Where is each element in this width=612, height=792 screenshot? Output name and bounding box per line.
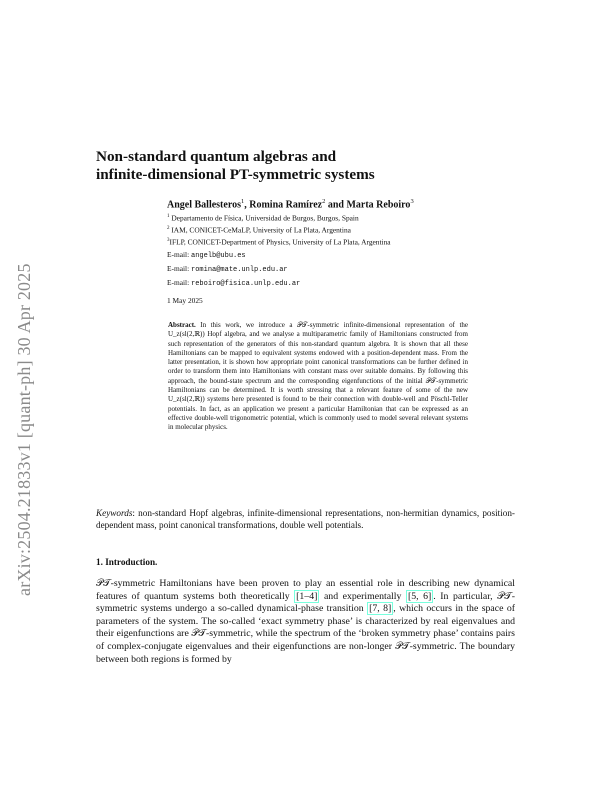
affiliation-mark: 2 bbox=[167, 226, 170, 232]
affiliation-item bbox=[167, 236, 487, 248]
affiliation-mark: 3 bbox=[167, 238, 170, 244]
section-heading: 1. Introduction. bbox=[96, 557, 158, 567]
title-line-2: infinite-dimensional PT-symmetric systems bbox=[96, 166, 375, 183]
email-label: E-mail: bbox=[167, 264, 192, 273]
author-name: Marta Reboiro bbox=[346, 199, 411, 211]
author-affil-mark: 1 bbox=[240, 198, 245, 205]
email-label: E-mail: bbox=[167, 278, 192, 287]
affiliation-mark: 1 bbox=[167, 214, 170, 219]
paragraph-text: . In particular, 𝒫𝒯-symmetric systems undergo a so-called dynamical-phase transition bbox=[96, 590, 515, 615]
author-affil-mark: 3 bbox=[410, 198, 414, 205]
affiliation-item bbox=[167, 224, 487, 236]
affiliation-list bbox=[167, 212, 487, 248]
citation-link[interactable]: [7, 8] bbox=[369, 603, 392, 615]
affiliation-text: IAM, CONICET-CeMaLP, University of La Plata, Argentina bbox=[169, 225, 351, 235]
affiliation-item bbox=[167, 212, 487, 224]
author-list bbox=[167, 198, 414, 210]
citation-link[interactable]: [5, 6] bbox=[407, 590, 432, 602]
author-affil-mark: 2 bbox=[322, 198, 326, 205]
email-line bbox=[167, 264, 288, 274]
email-address[interactable]: romina@mate.unlp.edu.ar bbox=[191, 266, 288, 274]
email-line bbox=[167, 250, 246, 260]
email-label: E-mail: bbox=[167, 250, 192, 259]
email-address[interactable]: reboiro@fisica.unlp.edu.ar bbox=[191, 280, 301, 288]
arxiv-identifier: arXiv:2504.21833v1 [quant-ph] 30 Apr 2025 bbox=[14, 263, 34, 596]
paragraph-text: , which occurs in the space of parameters of the system. The so-called ‘exact symmetry phase’ is characterized by real eigenvalues and their eigenfunctions are 𝒫𝒯-symmetric, while the spectrum of the ‘broken symmetry phase’ contains pairs of complex-conjugate eigenvalues and their eigenfunctions are non-longer 𝒫𝒯-symmetric. The boundary between both regions is formed by bbox=[96, 603, 515, 665]
abstract bbox=[168, 321, 468, 433]
paper-title bbox=[96, 148, 516, 184]
email-line bbox=[167, 278, 300, 288]
author-name: Romina Ramírez bbox=[249, 199, 323, 211]
affiliation-text: IFLP, CONICET-Department of Physics, University of La Plata, Argentina bbox=[169, 237, 391, 247]
affiliation-text: Departamento de Física, Universidad de Burgos, Burgos, Spain bbox=[169, 213, 359, 223]
abstract-heading: Abstract. bbox=[168, 321, 196, 329]
keywords-text: : non-standard Hopf algebras, infinite-dimensional representations, non-hermitian dynamics, position-dependent mass, point canonical transformations, double well potentials. bbox=[96, 508, 515, 531]
citation-link[interactable]: [1–4] bbox=[296, 590, 318, 602]
email-address[interactable]: angelb@ubu.es bbox=[191, 252, 246, 260]
author-separator: , bbox=[244, 199, 250, 211]
keywords bbox=[96, 507, 515, 532]
author-name: Angel Ballesteros bbox=[167, 199, 241, 211]
paragraph-text: and experimentally bbox=[319, 590, 406, 602]
introduction-paragraph bbox=[96, 578, 515, 666]
title-line-1: Non-standard quantum algebras and bbox=[96, 148, 337, 165]
abstract-text: In this work, we introduce a 𝒫𝒯-symmetric infinite-dimensional representation of the U_z(sl(2,ℝ)) Hopf algebra, and we analyse a multiparametric family of Hamiltonians constructed from such representation of the generators of this non-standard quantum algebra. It is shown that all these Hamiltonians can be mapped to equivalent systems endowed with a position-dependent mass. From the latter presentation, it is shown how appropriate point canonical transformations can be further defined in order to transform them into Hamiltonians with constant mass over suitable domains. By following this approach, the bound-state spectrum and the corresponding eigenfunctions of the initial 𝒫𝒯-symmetric Hamiltonians can be determined. It is worth stressing that a relevant feature of some of the new U_z(sl(2,ℝ)) systems here presented is found to be their connection with double-well and Pöschl-Teller potentials. In fact, as an application we present a particular Hamiltonian that can be expressed as an effective double-well trigonometric potential, which is commonly used to model several relevant systems in molecular physics. bbox=[168, 321, 468, 432]
keywords-label: Keywords bbox=[96, 508, 133, 518]
paragraph-text: 𝒫𝒯-symmetric Hamiltonians have been proven to play an essential role in describing new dynamical features of quantum systems both theoretically bbox=[96, 578, 515, 602]
author-separator: and bbox=[325, 199, 347, 211]
publication-date: 1 May 2025 bbox=[167, 296, 203, 305]
